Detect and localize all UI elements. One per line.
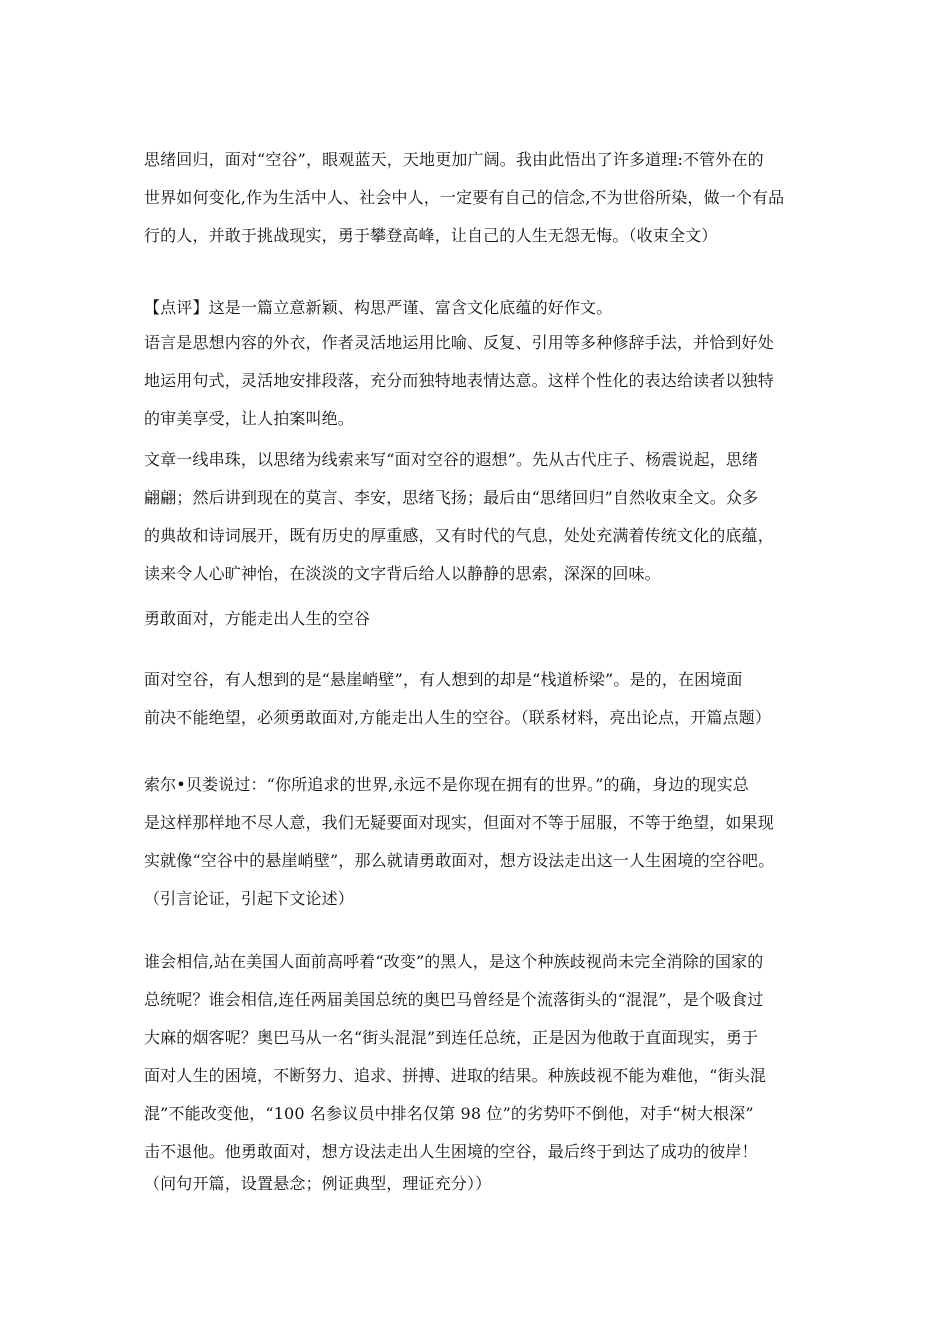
paragraph-opening <box>144 669 808 745</box>
text-line: 地运用句式，灵活地安排段落，充分而独特地表情达意。这样个性化的表达给读者以独特 <box>144 371 774 390</box>
text-line: 面对空谷，有人想到的是“悬崖峭壁”，有人想到的却是“栈道桥梁”。是的，在困境面 <box>144 670 743 689</box>
paragraph-conclusion <box>144 149 808 263</box>
text-line: （问句开篇，设置悬念；例证典型，理证充分）） <box>144 1174 492 1193</box>
text-line: 语言是思想内容的外衣，作者灵活地运用比喻、反复、引用等多种修辞手法，并恰到好处 <box>144 333 774 352</box>
text-line: 行的人，并敢于挑战现实，勇于攀登高峰，让自己的人生无怨无悔。（收束全文） <box>144 226 718 245</box>
text-line: 前决不能绝望，必须勇敢面对,方能走出人生的空谷。（联系材料，亮出论点，开篇点题） <box>144 708 772 727</box>
text-line: 世界如何变化,作为生活中人、社会中人，一定要有自己的信念,不为世俗所染，做一个有品 <box>144 188 785 207</box>
text-line: 文章一线串珠，以思绪为线索来写“面对空谷的遐想”。先从古代庄子、杨震说起，思绪 <box>144 450 759 469</box>
text-line: 面对人生的困境，不断努力、追求、拼搏、进取的结果。种族歧视不能为难他，“街头混 <box>144 1066 767 1085</box>
text-line: 翩翩；然后讲到现在的莫言、李安，思绪飞扬；最后由“思绪回归”自然收束全文。众多 <box>144 488 759 507</box>
text-line: 混”不能改变他，“100 名参议员中排名仅第 98 位”的劣势吓不倒他，对手“树大根深” <box>144 1104 754 1123</box>
text-line: 实就像“空谷中的悬崖峭壁”，那么就请勇敢面对，想方设法走出这一人生困境的空谷吧。 <box>144 851 775 870</box>
text-line: （引言论证，引起下文论述） <box>144 889 354 908</box>
text-line: 谁会相信,站在美国人面前高呼着“改变”的黑人，是这个种族歧视尚未完全消除的国家的 <box>144 952 764 971</box>
paragraph-structure-comment <box>144 449 808 601</box>
text-line: 是这样那样地不尽人意，我们无疑要面对现实，但面对不等于屈服，不等于绝望，如果现 <box>144 813 774 832</box>
text-line: 的典故和诗词展开，既有历史的厚重感，又有时代的气息，处处充满着传统文化的底蕴， <box>144 526 774 545</box>
text-line: 总统呢？谁会相信,连任两届美国总统的奥巴马曾经是个流落街头的“混混”，是个吸食过 <box>144 990 764 1009</box>
text-line: 索尔•贝娄说过：“你所追求的世界,永远不是你现在拥有的世界。”的确，身边的现实总 <box>144 775 749 794</box>
text-line: 【点评】这是一篇立意新颖、构思严谨、富含文化底蕴的好作文。 <box>144 298 613 317</box>
paragraph-example <box>144 951 808 1195</box>
text-line: 读来令人心旷神怡，在淡淡的文字背后给人以静静的思索，深深的回味。 <box>144 564 661 583</box>
text-line: 的审美享受，让人拍案叫绝。 <box>144 409 354 428</box>
text-line: 大麻的烟客呢？奥巴马从一名“街头混混”到连任总统，正是因为他敢于直面现实，勇于 <box>144 1028 759 1047</box>
paragraph-quotation <box>144 774 808 910</box>
text-line: 击不退他。他勇敢面对，想方设法走出人生困境的空谷，最后终于到达了成功的彼岸！ <box>144 1142 758 1161</box>
text-line: 思绪回归，面对“空谷”，眼观蓝天，天地更加广阔。我由此悟出了许多道理:不管外在的 <box>144 150 764 169</box>
essay-title <box>144 608 808 630</box>
comment-heading <box>144 297 808 319</box>
paragraph-language-comment <box>144 332 808 446</box>
text-line: 勇敢面对，方能走出人生的空谷 <box>144 609 371 628</box>
